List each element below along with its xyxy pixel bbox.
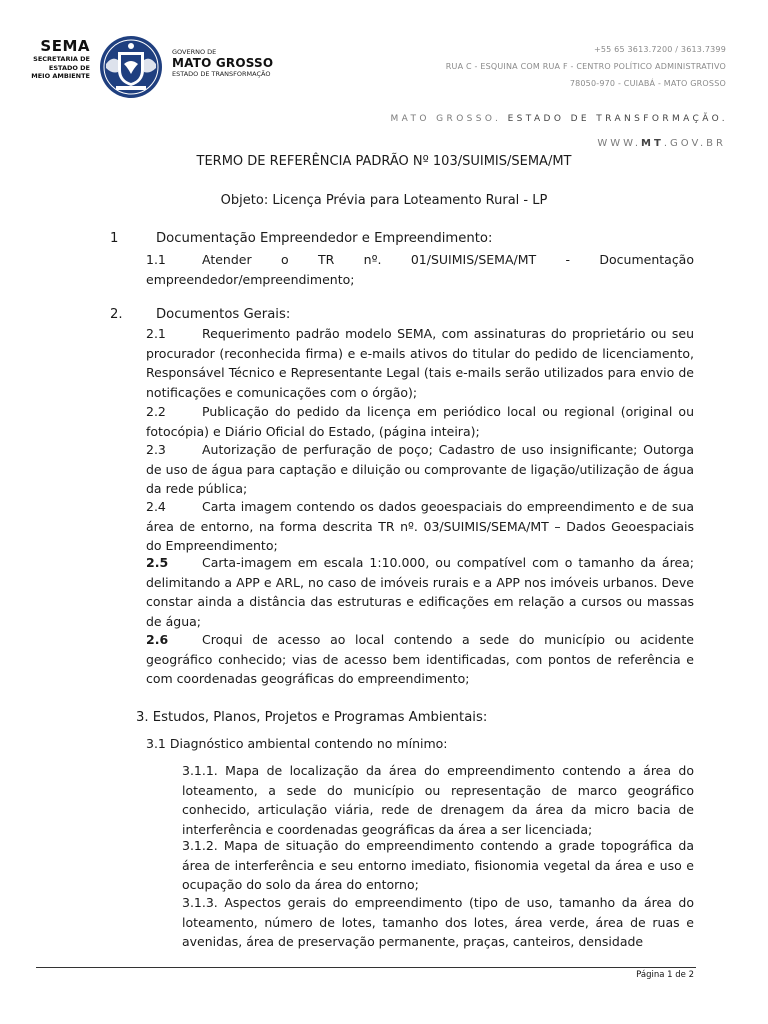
- sema-logo-text: [30, 38, 90, 81]
- section-number: 1: [110, 231, 119, 246]
- contact-city: 78050-970 - CUIABÁ - MATO GROSSO: [569, 79, 726, 88]
- item-text: Publicação do pedido da licença em periódico local ou regional (original ou fotocópia) e Diário Oficial do Estado, (página inteira);: [146, 404, 694, 439]
- gov-big: MATO GROSSO: [172, 56, 274, 70]
- footer-divider: [36, 967, 696, 968]
- item-2-4: [146, 497, 694, 556]
- slogan-b: ESTADO DE TRANSFORMAÇÃO.: [507, 114, 728, 124]
- item-label: 2.5: [146, 555, 169, 570]
- item-label: 2.2: [146, 404, 166, 419]
- section-title: Documentos Gerais:: [156, 307, 291, 322]
- section-title: Documentação Empreendedor e Empreendimento:: [156, 231, 493, 246]
- item-2-5: [146, 553, 694, 631]
- sema-sub-line: MEIO AMBIENTE: [31, 72, 90, 80]
- section-number: 2.: [110, 307, 123, 322]
- item-text: 3.1.2. Mapa de situação do empreendimento contendo a grade topográfica da área de interferência e seu entorno imediato, fisionomia vegetal da área e uso e ocupação do solo da área do entorno;: [182, 838, 694, 892]
- coat-of-arms-icon: [98, 34, 164, 100]
- slogan: [391, 114, 729, 124]
- item-text: Croqui de acesso ao local contendo a sede do município ou acidente geográfico conhecido; vias de acesso bem identificadas, com pontos de referência e com coordenadas geográficas do empreendimento;: [146, 632, 694, 686]
- page-number: Página 1 de 2: [636, 970, 694, 980]
- section-title: 3. Estudos, Planos, Projetos e Programas Ambientais:: [136, 710, 488, 725]
- item-label: 2.4: [146, 499, 166, 514]
- item-2-3: [146, 440, 694, 499]
- item-2-2: [146, 402, 694, 441]
- web-b: MT: [641, 138, 664, 149]
- item-label: 2.1: [146, 326, 166, 341]
- sema-sub-line: SECRETARIA DE: [33, 55, 90, 63]
- website: [597, 138, 726, 149]
- item-3-1: [146, 734, 694, 754]
- item-text: Atender o TR nº. 01/SUIMIS/SEMA/MT - Documentação empreendedor/empreendimento;: [146, 252, 694, 287]
- item-text: Carta imagem contendo os dados geoespaciais do empreendimento e de sua área de entorno, na forma descrita TR nº. 03/SUIMIS/SEMA/MT – Dados Geoespaciais do Empreendimento;: [146, 499, 694, 553]
- document-object: Objeto: Licença Prévia para Loteamento Rural - LP: [220, 193, 548, 208]
- item-3-1-2: [182, 836, 694, 895]
- document-title: TERMO DE REFERÊNCIA PADRÃO Nº 103/SUIMIS/SEMA/MT: [196, 154, 572, 169]
- sema-sub-line: ESTADO DE: [48, 63, 90, 72]
- government-logo-text: [172, 48, 273, 78]
- item-text: Autorização de perfuração de poço; Cadastro de uso insignificante; Outorga de uso de água para captação e diluição ou comprovante de ligação/utilização de água da rede pública;: [146, 442, 694, 496]
- item-text: Requerimento padrão modelo SEMA, com assinaturas do proprietário ou seu procurador (reconhecida firma) e e-mails ativos do titular do pedido de licenciamento, Responsável Técnico e Representante Legal (tais e-mails serão utilizados para envio de notificações e comunicações com o órgão);: [146, 326, 694, 400]
- item-2-1: [146, 324, 694, 402]
- item-3-1-3: [182, 893, 694, 952]
- web-c: .GOV.BR: [663, 138, 726, 149]
- slogan-a: MATO GROSSO.: [390, 114, 502, 124]
- item-label: 1.1: [146, 252, 166, 267]
- item-label: 2.6: [146, 632, 169, 647]
- item-2-6: [146, 630, 694, 689]
- item-label: 2.3: [146, 442, 166, 457]
- contact-phone: +55 65 3613.7200 / 3613.7399: [593, 45, 726, 54]
- web-a: WWW.: [597, 138, 642, 149]
- item-text: 3.1 Diagnóstico ambiental contendo no mínimo:: [146, 736, 448, 751]
- contact-info: [446, 41, 726, 92]
- item-text: Carta-imagem em escala 1:10.000, ou compatível com o tamanho da área; delimitando a APP e ARL, no caso de imóveis rurais e a APP nos imóveis urbanos. Deve constar ainda a distância das estruturas e edificações em relação a cursos ou massas de água;: [146, 555, 694, 629]
- item-text: 3.1.1. Mapa de localização da área do empreendimento contendo a área do loteamento, a sede do município ou representação de marco geográfico conhecido, articulação viária, rede de drenagem da área da micro bacia de interferência e coordenadas geográficas da área a ser licenciada;: [182, 763, 694, 837]
- sema-title: SEMA: [40, 37, 90, 55]
- contact-address: RUA C - ESQUINA COM RUA F - CENTRO POLÍTICO ADMINISTRATIVO: [445, 62, 726, 71]
- item-text: 3.1.3. Aspectos gerais do empreendimento (tipo de uso, tamanho da área do loteamento, número de lotes, tamanho dos lotes, área verde, área de ruas e avenidas, área de preservação permanente, praças, canteiros, densidade: [182, 895, 694, 949]
- gov-tagline: ESTADO DE TRANSFORMAÇÃO: [172, 70, 271, 78]
- item-3-1-1: [182, 761, 694, 839]
- gov-small: GOVERNO DE: [172, 48, 217, 56]
- item-1-1: [146, 250, 694, 289]
